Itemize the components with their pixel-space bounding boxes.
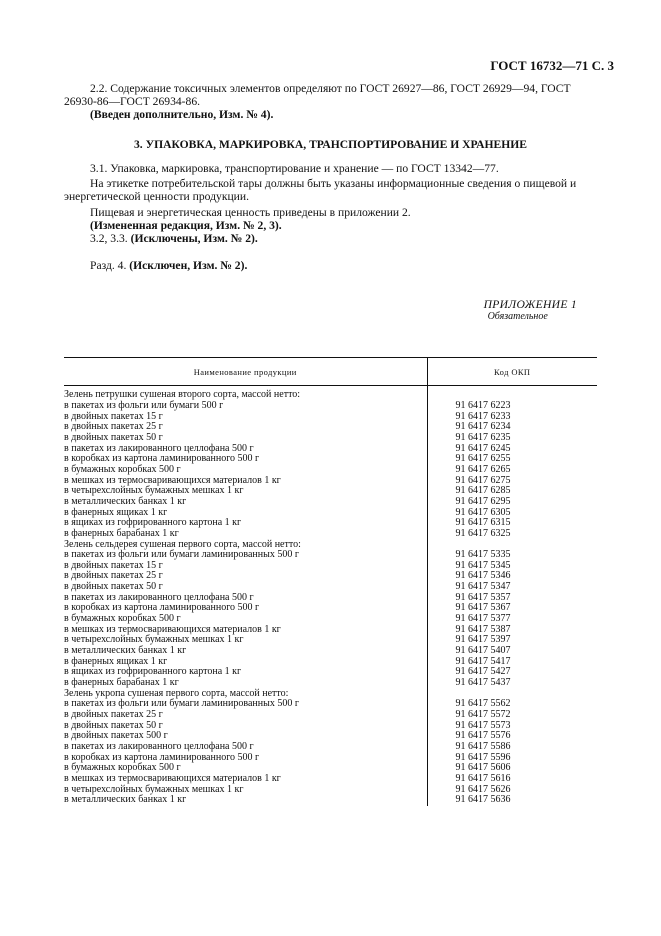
table-row [64, 550, 597, 561]
section-3-title: 3. УПАКОВКА, МАРКИРОВКА, ТРАНСПОРТИРОВАНИЕ И ХРАНЕНИЕ [133, 138, 528, 151]
product-name-cell: Зелень укропа сушеная первого сорта, массой нетто: [64, 688, 427, 699]
okp-code-cell: 91 6417 5387 [455, 623, 511, 635]
okp-code-cell: 91 6417 6255 [455, 453, 511, 465]
product-name-cell: в бумажных коробках 500 г [64, 763, 427, 774]
okp-code-cell [427, 539, 597, 550]
paragraph-3-2-3-3 [64, 233, 597, 246]
amendment-note-4: (Введен дополнительно, Изм. № 4). [90, 108, 274, 121]
product-name-cell: в пакетах из фольги или бумаги 500 г [64, 401, 427, 412]
table-row [64, 433, 597, 444]
okp-code-cell: 91 6417 5377 [455, 613, 511, 625]
okp-code-cell: 91 6417 5562 [455, 698, 511, 710]
product-name-cell: в пакетах из лакированного целлофана 500 г [64, 443, 427, 454]
product-name-cell: в пакетах из лакированного целлофана 500 г [64, 592, 427, 603]
okp-code-cell: 91 6417 5335 [455, 549, 511, 561]
okp-code-cell: 91 6417 6285 [455, 485, 511, 497]
okp-code-cell: 91 6417 6305 [455, 506, 511, 518]
table-row [64, 529, 597, 540]
product-name-cell: в металлических банках 1 кг [64, 646, 427, 657]
paragraph-2-2: 2.2. Содержание токсичных элементов определяют по ГОСТ 26927—86, ГОСТ 26929—94, ГОСТ 26930-86—ГОСТ 26934-86. [64, 82, 571, 108]
product-name-cell: в пакетах из фольги или бумаги ламинированных 500 г [64, 699, 427, 710]
product-name-cell: в пакетах из фольги или бумаги ламинированных 500 г [64, 550, 427, 561]
table-row [64, 678, 597, 689]
okp-table-body [64, 386, 597, 806]
product-name-cell: в фанерных ящиках 1 кг [64, 507, 427, 518]
product-name-cell: в двойных пакетах 500 г [64, 731, 427, 742]
product-name-cell: в металлических банках 1 кг [64, 795, 427, 806]
product-name-cell: в двойных пакетах 25 г [64, 710, 427, 721]
okp-code-cell: 91 6417 5367 [455, 602, 511, 614]
product-name-cell: в мешках из термосваривающихся материалов 1 кг [64, 475, 427, 486]
product-name-cell: в четырехслойных бумажных мешках 1 кг [64, 784, 427, 795]
okp-code-cell: 91 6417 5573 [455, 719, 511, 731]
okp-code-cell [427, 386, 597, 401]
appendix-subtitle: Обязательное [487, 311, 548, 322]
paragraph-3-2-prefix: 3.2, 3.3. [90, 232, 128, 245]
table-row [64, 774, 597, 785]
paragraph-label-info: На этикетке потребительской тары должны быть указаны информационные сведения о пищевой и энергетической ценности продукции. [64, 177, 577, 203]
okp-code-cell: 91 6417 6325 [455, 527, 511, 539]
table-row [64, 795, 597, 806]
okp-code-cell: 91 6417 6295 [455, 495, 511, 507]
okp-code-cell: 91 6417 5616 [455, 772, 511, 784]
okp-code-cell: 91 6417 5347 [455, 581, 511, 593]
table-group-row [64, 386, 597, 401]
okp-code-cell: 91 6417 6233 [455, 410, 511, 422]
page-header: ГОСТ 16732—71 С. 3 [490, 58, 614, 73]
okp-code-cell: 91 6417 5636 [455, 794, 511, 806]
paragraph-3-1: 3.1. Упаковка, маркировка, транспортирование и хранение — по ГОСТ 13342—77. [90, 162, 499, 175]
product-name-cell: в мешках из термосваривающихся материалов 1 кг [64, 774, 427, 785]
okp-code-cell: 91 6417 5407 [455, 645, 511, 657]
table-header-product: Наименование продукции [64, 358, 427, 386]
table-header-code: Код ОКП [427, 358, 597, 386]
okp-code-cell: 91 6417 5576 [455, 730, 511, 742]
table-row [64, 454, 597, 465]
okp-code-cell: 91 6417 5427 [455, 666, 511, 678]
okp-code-cell: 91 6417 6245 [455, 442, 511, 454]
okp-code-cell: 91 6417 5357 [455, 591, 511, 603]
product-name-cell: в двойных пакетах 50 г [64, 720, 427, 731]
product-name-cell: в двойных пакетах 25 г [64, 571, 427, 582]
product-name-cell: в металлических банках 1 кг [64, 497, 427, 508]
product-name-cell: в бумажных коробках 500 г [64, 465, 427, 476]
section-4-prefix: Разд. 4. [90, 259, 127, 272]
product-name-cell: в ящиках из гофрированного картона 1 кг [64, 667, 427, 678]
table-row [64, 710, 597, 721]
product-name-cell: в двойных пакетах 15 г [64, 411, 427, 422]
okp-code-cell: 91 6417 6234 [455, 421, 511, 433]
product-name-cell: Зелень петрушки сушеная второго сорта, массой нетто: [64, 386, 427, 401]
appendix-title: ПРИЛОЖЕНИЕ 1 [483, 298, 577, 311]
product-name-cell: в четырехслойных бумажных мешках 1 кг [64, 635, 427, 646]
table-row [64, 582, 597, 593]
okp-code-cell: 91 6417 5606 [455, 762, 511, 774]
appendix-heading [484, 298, 577, 322]
okp-codes-table [64, 357, 597, 806]
okp-code-cell: 91 6417 5345 [455, 559, 511, 571]
paragraph-nutrition: Пищевая и энергетическая ценность приведены в приложении 2. [90, 206, 411, 219]
table-row [64, 614, 597, 625]
okp-code-cell: 91 6417 6223 [455, 399, 511, 411]
product-name-cell: в коробках из картона ламинированного 500 г [64, 752, 427, 763]
product-name-cell: в двойных пакетах 25 г [64, 422, 427, 433]
section-4-note: (Исключен, Изм. № 2). [129, 259, 248, 272]
table-row [64, 486, 597, 497]
table-row [64, 465, 597, 476]
product-name-cell: в двойных пакетах 50 г [64, 433, 427, 444]
product-name-cell: в ящиках из гофрированного картона 1 кг [64, 518, 427, 529]
okp-code-cell: 91 6417 5586 [455, 740, 511, 752]
okp-code-cell: 91 6417 6275 [455, 474, 511, 486]
table-row [64, 742, 597, 753]
product-name-cell: в четырехслойных бумажных мешках 1 кг [64, 486, 427, 497]
amendment-note-2-3: (Измененная редакция, Изм. № 2, 3). [90, 219, 282, 232]
product-name-cell: в коробках из картона ламинированного 500 г [64, 603, 427, 614]
table-row [64, 518, 597, 529]
okp-code-cell: 91 6417 5596 [455, 751, 511, 763]
table-row [64, 646, 597, 657]
table-row [64, 497, 597, 508]
okp-code-cell: 91 6417 5346 [455, 570, 511, 582]
okp-code-cell: 91 6417 5437 [455, 677, 511, 689]
product-name-cell: в пакетах из лакированного целлофана 500 г [64, 742, 427, 753]
product-name-cell: в фанерных барабанах 1 кг [64, 678, 427, 689]
okp-code-cell: 91 6417 6235 [455, 431, 511, 443]
table-row [64, 401, 597, 412]
product-name-cell: в бумажных коробках 500 г [64, 614, 427, 625]
product-name-cell: в двойных пакетах 15 г [64, 561, 427, 572]
product-name-cell: Зелень сельдерея сушеная первого сорта, массой нетто: [64, 539, 427, 550]
product-name-cell: в коробках из картона ламинированного 500 г [64, 454, 427, 465]
product-name-cell: в фанерных барабанах 1 кг [64, 529, 427, 540]
product-name-cell: в фанерных ящиках 1 кг [64, 656, 427, 667]
okp-code-cell: 91 6417 5572 [455, 709, 511, 721]
okp-code-cell: 91 6417 6315 [455, 517, 511, 529]
okp-code-cell: 91 6417 5397 [455, 634, 511, 646]
paragraph-3-2-note: (Исключены, Изм. № 2). [130, 232, 258, 245]
product-name-cell: в двойных пакетах 50 г [64, 582, 427, 593]
okp-code-cell: 91 6417 5626 [455, 783, 511, 795]
product-name-cell: в мешках из термосваривающихся материалов 1 кг [64, 624, 427, 635]
okp-code-cell [427, 688, 597, 699]
section-4-removed [64, 260, 597, 273]
okp-code-cell: 91 6417 5417 [455, 655, 511, 667]
okp-code-cell: 91 6417 6265 [455, 463, 511, 475]
